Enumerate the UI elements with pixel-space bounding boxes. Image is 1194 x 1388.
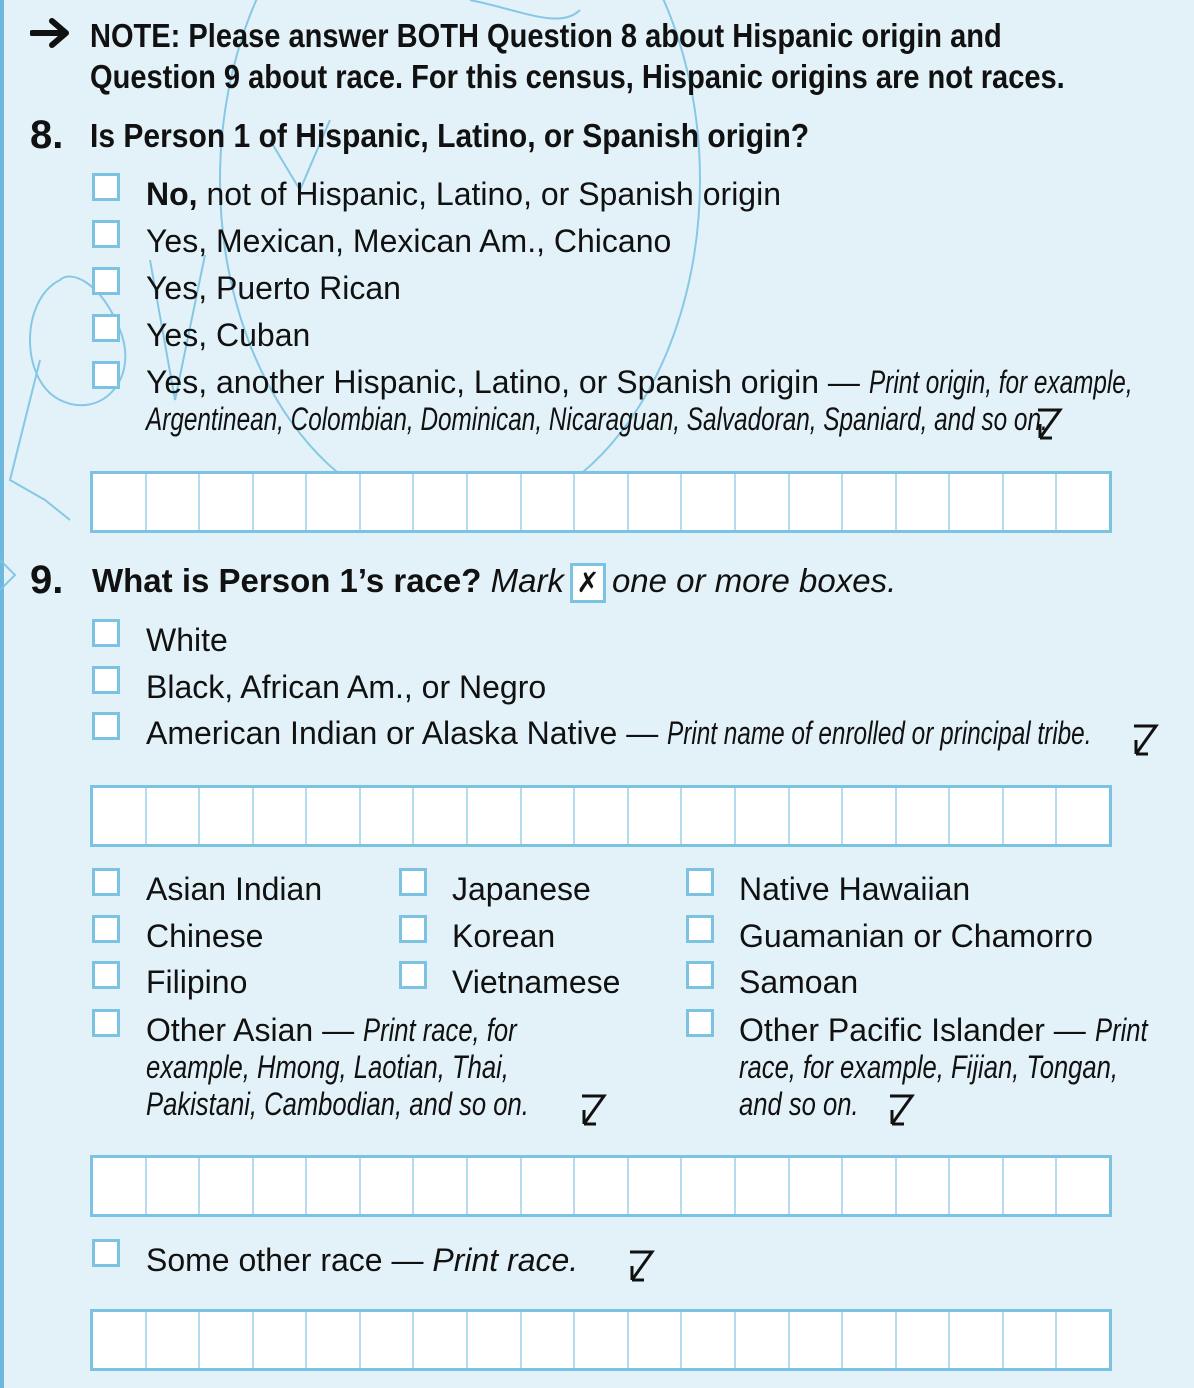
q8-option-puerto-rican: Yes, Puerto Rican (146, 270, 401, 306)
q9-option-filipino: Filipino (146, 964, 248, 1000)
checkbox-q8-mexican[interactable] (92, 220, 120, 248)
q8-option-another (146, 363, 1194, 401)
q9-other-pi-instr-line3 (739, 1085, 888, 1123)
q9-other-pi-instr-2: race, for example, Fijian, Tongan, (739, 1049, 1118, 1085)
q9-other-pi-label: Other Pacific Islander — (739, 1012, 1086, 1048)
q9-question-text: What is Person 1’s race? (92, 562, 482, 599)
checkbox-q8-another[interactable] (92, 361, 120, 389)
q9-other-asian-instr-line3 (146, 1085, 625, 1123)
q9-asian-pi-write-in-field[interactable] (90, 1155, 1112, 1217)
q9-mark-post: one or more boxes. (611, 562, 897, 599)
q9-option-japanese: Japanese (452, 871, 591, 907)
checkbox-q8-puerto-rican[interactable] (92, 267, 120, 295)
q9-other-asian-label: Other Asian — (146, 1012, 355, 1048)
q9-other-asian-instr-line2 (146, 1048, 600, 1086)
mark-example-box: ✗ (570, 563, 606, 603)
right-arrow-icon (30, 18, 76, 48)
q9-option-other-asian (146, 1011, 555, 1049)
checkbox-q9-korean[interactable] (399, 915, 427, 943)
q9-option-guamanian: Guamanian or Chamorro (739, 918, 1093, 954)
q8-write-in-field[interactable] (90, 471, 1112, 533)
q9-aian-instruction: Print name of enrolled or principal tribe. (667, 715, 1092, 751)
q9-some-other-instr: Print race. (432, 1242, 579, 1278)
note-line-2: Question 9 about race. For this census, Hispanic origins are not races. (90, 58, 1065, 95)
q8-option-no (146, 175, 781, 213)
q8-another-instruction-a: Print origin, for example, (868, 364, 1133, 400)
q9-other-pi-instr-1: Print (1094, 1012, 1148, 1048)
q9-other-pi-instr-3: and so on. (739, 1086, 859, 1122)
checkbox-q9-white[interactable] (92, 619, 120, 647)
write-in-arrow-icon (1130, 722, 1160, 758)
q9-option-asian-indian: Asian Indian (146, 871, 323, 907)
write-in-arrow-icon (886, 1092, 916, 1128)
q9-option-aian (146, 714, 1194, 752)
q9-option-some-other-race (146, 1241, 578, 1279)
q9-other-asian-instr-2: example, Hmong, Laotian, Thai, (146, 1049, 509, 1085)
q9-question (92, 562, 896, 603)
write-in-arrow-icon (1034, 406, 1064, 442)
q9-some-other-label: Some other race — (146, 1242, 424, 1278)
q9-option-vietnamese: Vietnamese (452, 964, 621, 1000)
q9-option-korean: Korean (452, 918, 556, 954)
checkbox-q9-black[interactable] (92, 666, 120, 694)
q9-option-white: White (146, 622, 228, 658)
q9-other-asian-instr-1: Print race, for (362, 1012, 517, 1048)
q9-other-pi-instr-line2 (739, 1048, 1194, 1086)
left-edge-line (0, 0, 4, 1388)
checkbox-q9-asian-indian[interactable] (92, 868, 120, 896)
q9-mark-pre: Mark (490, 562, 564, 599)
q9-tribe-write-in-field[interactable] (90, 785, 1112, 847)
q8-another-label: Yes, another Hispanic, Latino, or Spanish origin — (146, 364, 860, 400)
note-line-1: NOTE: Please answer BOTH Question 8 about Hispanic origin and (90, 17, 1002, 54)
q9-option-chinese: Chinese (146, 918, 264, 954)
write-in-arrow-icon (626, 1248, 656, 1284)
q8-option-mexican: Yes, Mexican, Mexican Am., Chicano (146, 223, 672, 259)
q8-question-text: Is Person 1 of Hispanic, Latino, or Spanish origin? (90, 117, 810, 154)
q8-number: 8. (30, 113, 64, 157)
checkbox-q8-no[interactable] (92, 173, 120, 201)
q9-option-samoan: Samoan (739, 964, 859, 1000)
checkbox-q9-filipino[interactable] (92, 961, 120, 989)
q8-no-label: not of Hispanic, Latino, or Spanish origin (197, 176, 781, 212)
checkbox-q9-some-other-race[interactable] (92, 1239, 120, 1267)
checkbox-q9-other-asian[interactable] (92, 1009, 120, 1037)
checkbox-q9-chinese[interactable] (92, 915, 120, 943)
checkbox-q8-cuban[interactable] (92, 314, 120, 342)
checkbox-q9-samoan[interactable] (686, 961, 714, 989)
checkbox-q9-aian[interactable] (92, 712, 120, 740)
q9-option-other-pi (739, 1011, 1160, 1049)
q8-question (90, 117, 880, 155)
checkbox-q9-japanese[interactable] (399, 868, 427, 896)
q8-option-cuban: Yes, Cuban (146, 317, 311, 353)
q9-other-asian-instr-3: Pakistani, Cambodian, and so on. (146, 1086, 529, 1122)
q9-some-other-write-in-field[interactable] (90, 1309, 1112, 1371)
note-arrow (30, 18, 76, 53)
write-in-arrow-icon (578, 1092, 608, 1128)
checkbox-q9-native-hawaiian[interactable] (686, 868, 714, 896)
q8-no-bold: No, (146, 176, 198, 212)
q9-aian-label: American Indian or Alaska Native — (146, 715, 659, 751)
checkbox-q9-guamanian[interactable] (686, 915, 714, 943)
q9-number: 9. (30, 558, 64, 602)
checkbox-q9-other-pi[interactable] (686, 1009, 714, 1037)
q8-another-instruction-b: Argentinean, Colombian, Dominican, Nicaraguan, Salvadoran, Spaniard, and so on. (146, 401, 1048, 437)
q9-option-black: Black, African Am., or Negro (146, 669, 547, 705)
checkbox-q9-vietnamese[interactable] (399, 961, 427, 989)
q9-option-native-hawaiian: Native Hawaiian (739, 871, 971, 907)
